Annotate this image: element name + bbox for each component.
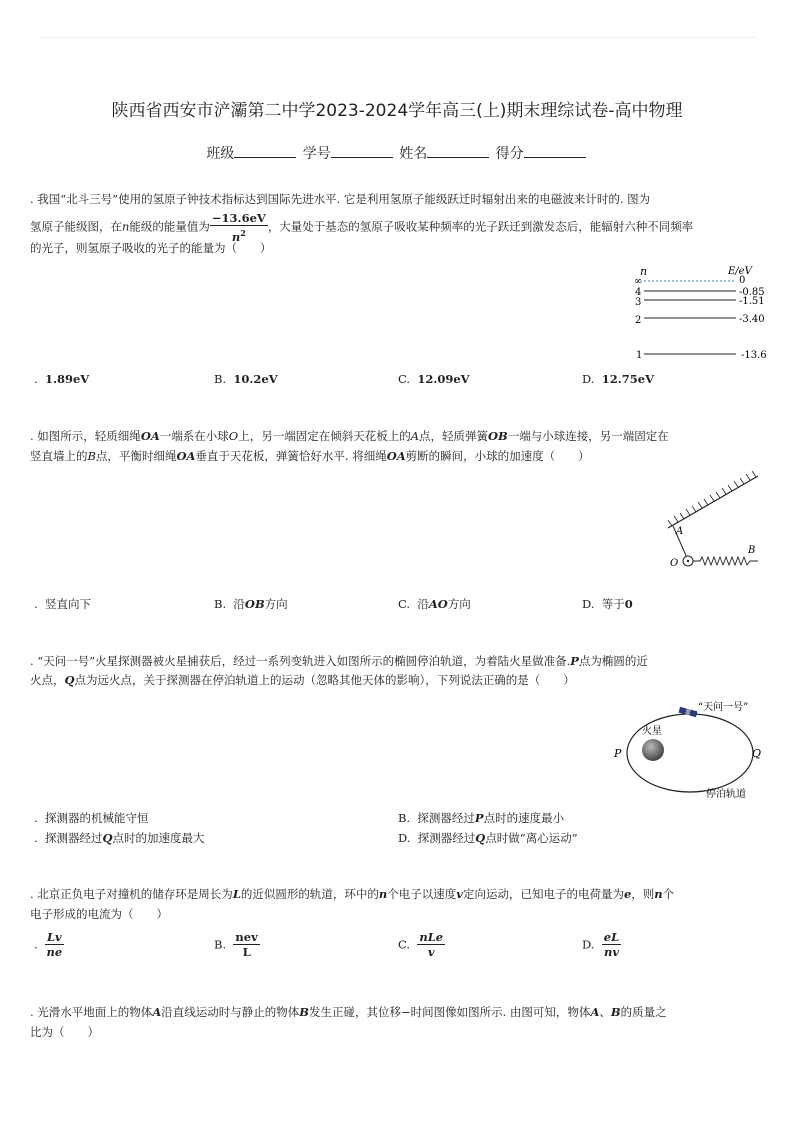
option-text: 沿 xyxy=(417,597,429,611)
q4-var-v: v xyxy=(456,887,463,901)
q2-text: 竖直墙上的 xyxy=(30,449,88,463)
q3-option-c[interactable] xyxy=(34,830,205,846)
q4-option-a[interactable] xyxy=(34,930,64,959)
id-blank[interactable] xyxy=(331,145,393,158)
option-letter: . xyxy=(34,597,38,611)
label-B: B xyxy=(748,545,756,556)
probe-label: “天问一号” xyxy=(698,702,749,713)
diagram-e-label: E/eV xyxy=(728,266,752,277)
q3-var-Q: Q xyxy=(64,673,75,687)
frac-num: nev xyxy=(235,930,258,944)
option-letter: B. xyxy=(214,937,227,952)
q2-var-O: O xyxy=(228,429,239,443)
q2-var-OA: OA xyxy=(386,449,406,463)
spring-OB xyxy=(693,557,758,565)
option-text: 探测器经过 xyxy=(417,831,476,845)
q5-text: 、 xyxy=(599,1005,611,1019)
q2-text: . 如图所示，轻质细绳 xyxy=(30,429,141,443)
level-e-label: -0.85 xyxy=(739,287,765,298)
q4-stem-line2: 电子形成的电流为（ ） xyxy=(30,907,168,921)
option-letter: . xyxy=(34,831,38,845)
q1-frac-num: −13.6eV xyxy=(211,211,266,225)
option-text: 点时的加速度最大 xyxy=(112,831,205,845)
diagram-n-label: n xyxy=(640,265,648,278)
q1-text-a: 氢原子能级图，在 xyxy=(30,219,122,234)
level-e-label: -3.40 xyxy=(739,314,765,325)
inclined-ceiling xyxy=(668,476,758,528)
q3-text: 点为椭圆的近 xyxy=(578,654,648,668)
mars-label: 火星 xyxy=(642,726,662,737)
option-text: 探测器经过 xyxy=(44,831,103,845)
frac-num: nLe xyxy=(419,930,444,944)
label-Q: Q xyxy=(752,747,762,760)
q1-text-b: 能级的能量值为 xyxy=(129,219,210,234)
q5-var-B: B xyxy=(299,1005,309,1019)
q2-var-OB: OB xyxy=(488,429,508,443)
q1-var-n: n xyxy=(122,219,130,234)
q5-text: 的质量之 xyxy=(620,1005,667,1019)
option-text: 12.75eV xyxy=(601,372,655,386)
option-text: 点时做“离心运动” xyxy=(485,831,578,845)
option-fraction xyxy=(602,930,621,959)
option-text: 1.89eV xyxy=(44,372,90,386)
q1-option-b[interactable] xyxy=(214,372,278,386)
option-text: 探测器经过 xyxy=(417,811,475,825)
option-letter: D. xyxy=(582,937,595,952)
q4-var-L: L xyxy=(232,887,241,901)
rope-spring-figure xyxy=(660,470,760,570)
option-var: P xyxy=(474,811,484,825)
option-letter: B. xyxy=(214,372,227,386)
frac-den: ne xyxy=(46,945,63,959)
q3-option-b[interactable] xyxy=(398,810,564,826)
q4-text: ，则 xyxy=(631,887,655,901)
q1-option-d[interactable] xyxy=(582,372,654,386)
q4-text: . 北京正负电子对撞机的储存环是周长为 xyxy=(30,887,233,901)
q3-text: 火点， xyxy=(30,673,65,687)
q2-text: 剪断的瞬间，小球的加速度（ ） xyxy=(405,449,590,463)
q3-text: . “天问一号”火星探测器被火星捕获后，经过一系列变轨进入如图所示的椭圆停泊轨道，为着陆火星做准备. xyxy=(30,654,571,668)
q3-var-P: P xyxy=(570,654,579,668)
level-e-label: -13.6 xyxy=(741,350,767,361)
q4-text: 个电子以速度 xyxy=(387,887,457,901)
q3-option-a[interactable] xyxy=(34,810,148,826)
level-e-label: -1.51 xyxy=(739,296,765,307)
label-A: A xyxy=(676,526,684,537)
q2-stem-line2 xyxy=(30,444,590,468)
level-n-label: 1 xyxy=(636,350,643,361)
q2-var-OA: OA xyxy=(176,449,196,463)
option-text: 等于 xyxy=(601,597,625,611)
option-fraction xyxy=(417,930,445,959)
option-letter: C. xyxy=(398,372,411,386)
q2-var-B: B xyxy=(87,449,96,463)
option-text: 方向 xyxy=(264,597,288,611)
score-blank[interactable] xyxy=(524,145,586,158)
q1-option-c[interactable] xyxy=(398,372,470,386)
mars-planet xyxy=(642,739,664,761)
q2-option-b[interactable] xyxy=(214,596,288,612)
q4-var-n: n xyxy=(378,887,388,901)
option-var: AO xyxy=(428,597,448,611)
q4-var-e: e xyxy=(623,887,632,901)
option-text: 方向 xyxy=(447,597,471,611)
q1-stem-line3: 的光子，则氢原子吸收的光子的能量为（ ） xyxy=(30,241,272,255)
q4-option-d[interactable] xyxy=(582,930,621,959)
q3-text: 点为远火点，关于探测器在停泊轨道上的运动（忽略其他天体的影响），下列说法正确的是（ ） xyxy=(74,673,575,687)
option-text: 12.09eV xyxy=(417,372,470,386)
q4-option-b[interactable] xyxy=(214,930,260,959)
option-var: Q xyxy=(102,831,113,845)
q4-text: 定向运动，已知电子的电荷量为 xyxy=(462,887,624,901)
option-letter: D. xyxy=(582,372,595,386)
q2-text: 点，轻质弹簧 xyxy=(419,429,489,443)
energy-level-diagram xyxy=(628,262,768,366)
q4-option-c[interactable] xyxy=(398,930,445,959)
q5-text: 发生正碰，其位移−时间图像如图所示. 由图可知，物体 xyxy=(308,1005,591,1019)
student-info-line xyxy=(0,143,794,163)
score-label: 得分 xyxy=(495,146,524,162)
orbit-label: 停泊轨道 xyxy=(706,789,746,800)
q4-text: 的近似圆形的轨道，环中的 xyxy=(240,887,379,901)
id-label: 学号 xyxy=(302,146,331,162)
q2-option-c[interactable] xyxy=(398,596,471,612)
q5-var-A: A xyxy=(152,1005,162,1019)
q2-text: 上，另一端固定在倾斜天花板上的 xyxy=(238,429,411,443)
option-letter: . xyxy=(34,937,38,952)
level-n-label: 3 xyxy=(635,297,642,308)
option-letter: . xyxy=(34,372,38,386)
class-blank[interactable] xyxy=(234,145,296,158)
class-label: 班级 xyxy=(206,146,235,162)
level-e-label: 0 xyxy=(739,275,746,286)
q1-option-a[interactable] xyxy=(34,372,89,386)
q2-text: 垂直于天花板，弹簧恰好水平. 将细绳 xyxy=(195,449,387,463)
q5-stem-line2: 比为（ ） xyxy=(30,1025,99,1039)
level-n-label: 2 xyxy=(635,315,642,326)
probe-icon xyxy=(679,707,698,717)
option-text: 10.2eV xyxy=(233,372,278,386)
level-n-label: 4 xyxy=(635,287,642,298)
page-title: 陕西省西安市浐灞第二中学2023-2024学年高三(上)期末理综试卷-高中物理 xyxy=(111,101,683,121)
q5-var-A: A xyxy=(590,1005,600,1019)
q3-stem-line2 xyxy=(30,668,575,692)
q5-stem-line1 xyxy=(30,1000,667,1024)
top-divider xyxy=(38,37,756,38)
name-blank[interactable] xyxy=(427,145,489,158)
q1-frac-den-exp: 2 xyxy=(240,228,246,238)
frac-den: L xyxy=(242,945,251,959)
option-letter: C. xyxy=(398,597,411,611)
option-text: 竖直向下 xyxy=(44,597,91,611)
option-text: 探测器的机械能守恒 xyxy=(44,811,149,825)
q1-text-c: ，大量处于基态的氢原子吸收某种频率的光子跃迁到激发态后，能辐射六种不同频率 xyxy=(267,219,694,234)
frac-den: nv xyxy=(603,945,619,959)
level-n-label: ∞ xyxy=(634,276,643,287)
option-letter: B. xyxy=(214,597,227,611)
option-fraction xyxy=(45,930,64,959)
option-value: 0 xyxy=(624,597,633,611)
q2-text: 一端系在小球 xyxy=(159,429,229,443)
q5-text: . 光滑水平地面上的物体 xyxy=(30,1005,153,1019)
q2-option-a[interactable] xyxy=(34,596,91,612)
q2-var-A: A xyxy=(410,429,420,443)
option-letter: D. xyxy=(398,831,411,845)
frac-num: eL xyxy=(603,930,620,944)
q2-text: 一端与小球连接，另一端固定在 xyxy=(507,429,669,443)
q4-text: 个 xyxy=(662,887,675,901)
q3-option-d[interactable] xyxy=(398,830,578,846)
q5-text: 沿直线运动时与静止的物体 xyxy=(161,1005,300,1019)
label-P: P xyxy=(614,747,622,760)
frac-num: Lv xyxy=(46,930,62,944)
option-text: 沿 xyxy=(233,597,245,611)
frac-den: v xyxy=(427,945,435,959)
option-text: 点时的速度最小 xyxy=(483,811,565,825)
q1-stem-line1: . 我国“北斗三号”使用的氢原子钟技术指标达到国际先进水平. 它是利用氢原子能级跃迁时辐射出来的电磁波来计时的. 图为 xyxy=(30,192,651,206)
q2-option-d[interactable] xyxy=(582,596,633,612)
ceiling-hatch xyxy=(668,471,756,526)
ball-center xyxy=(687,560,689,562)
option-fraction xyxy=(233,930,259,959)
q5-var-B: B xyxy=(610,1005,621,1019)
q1-frac-den-n: n xyxy=(231,229,241,244)
q2-var-OA: OA xyxy=(140,429,160,443)
option-letter: C. xyxy=(398,937,411,952)
option-letter: . xyxy=(34,811,38,825)
name-label: 姓名 xyxy=(399,146,428,162)
option-letter: B. xyxy=(398,811,411,825)
label-O: O xyxy=(670,558,679,569)
mars-orbit-figure xyxy=(610,695,765,805)
option-letter: D. xyxy=(582,597,595,611)
q2-text: 点，平衡时细绳 xyxy=(95,449,177,463)
option-var: Q xyxy=(475,831,486,845)
q4-var-n: n xyxy=(654,887,663,901)
option-var: OB xyxy=(244,597,265,611)
